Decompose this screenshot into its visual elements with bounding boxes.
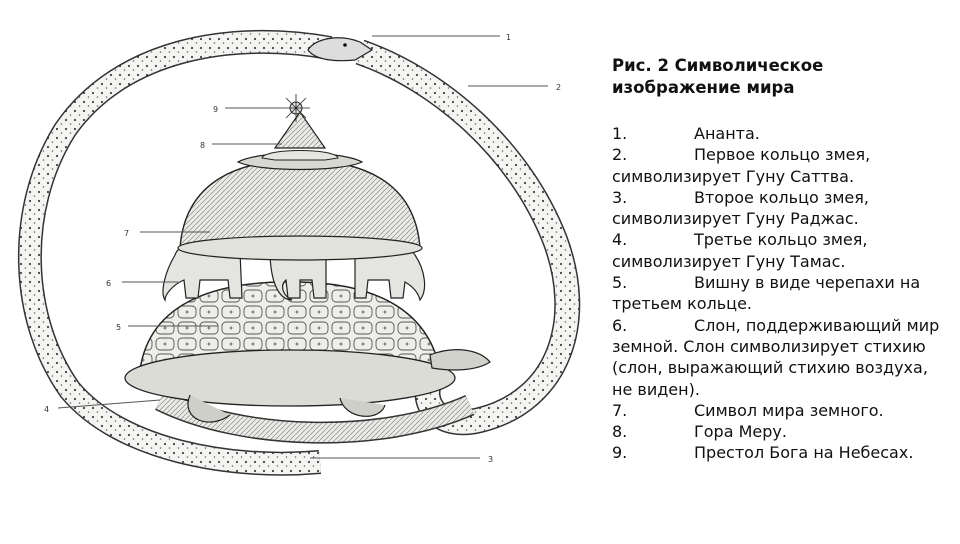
legend-item <box>612 187 947 230</box>
legend-number: 6. <box>612 315 628 335</box>
legend-text: Символ мира земного. <box>694 400 884 420</box>
label-5: 5 <box>116 323 122 332</box>
legend-text: Престол Бога на Небесах. <box>694 443 914 463</box>
legend-item <box>612 442 947 463</box>
label-4: 4 <box>44 405 50 414</box>
label-3: 3 <box>488 455 494 464</box>
legend-list <box>612 123 947 464</box>
legend-item <box>612 144 947 187</box>
legend-item <box>612 400 947 421</box>
legend-item <box>612 229 947 272</box>
label-2: 2 <box>556 83 562 92</box>
legend-item <box>612 421 947 442</box>
legend-text: Гора Меру. <box>694 422 787 442</box>
legend-number: 1. <box>612 124 628 143</box>
legend-number: 4. <box>612 230 628 250</box>
label-9: 9 <box>213 105 219 114</box>
label-8: 8 <box>200 141 206 150</box>
legend-text: Второе кольцо змея, символизирует Гуну Раджас. <box>612 187 869 229</box>
caption-title: Рис. 2 Символическое изображение мира <box>612 56 824 97</box>
legend-item <box>612 315 947 400</box>
legend-number: 5. <box>612 273 628 293</box>
legend-text: Ананта. <box>694 124 760 143</box>
legend-number: 2. <box>612 145 628 165</box>
caption-panel <box>612 55 947 464</box>
legend-number: 3. <box>612 187 628 207</box>
legend-text: Третье кольцо змея, символизирует Гуну Тамас. <box>612 230 868 271</box>
legend-number: 8. <box>612 422 628 442</box>
legend-item <box>612 272 947 315</box>
label-7: 7 <box>124 229 130 238</box>
earth-dome <box>178 160 422 260</box>
mount-meru <box>238 112 362 170</box>
legend-number: 9. <box>612 443 628 463</box>
throne-star <box>282 94 310 122</box>
legend-text: Слон, поддерживающий мир земной. Слон символизирует стихию (слон, выражающий стихию воздуха, не виден). <box>612 315 940 399</box>
legend-text: Вишну в виде черепахи на третьем кольце. <box>612 273 921 314</box>
legend-item <box>612 123 947 144</box>
label-1: 1 <box>506 33 512 42</box>
legend-number: 7. <box>612 400 628 420</box>
legend-text: Первое кольцо змея, символизирует Гуну Саттва. <box>612 145 871 186</box>
label-6: 6 <box>106 279 112 288</box>
